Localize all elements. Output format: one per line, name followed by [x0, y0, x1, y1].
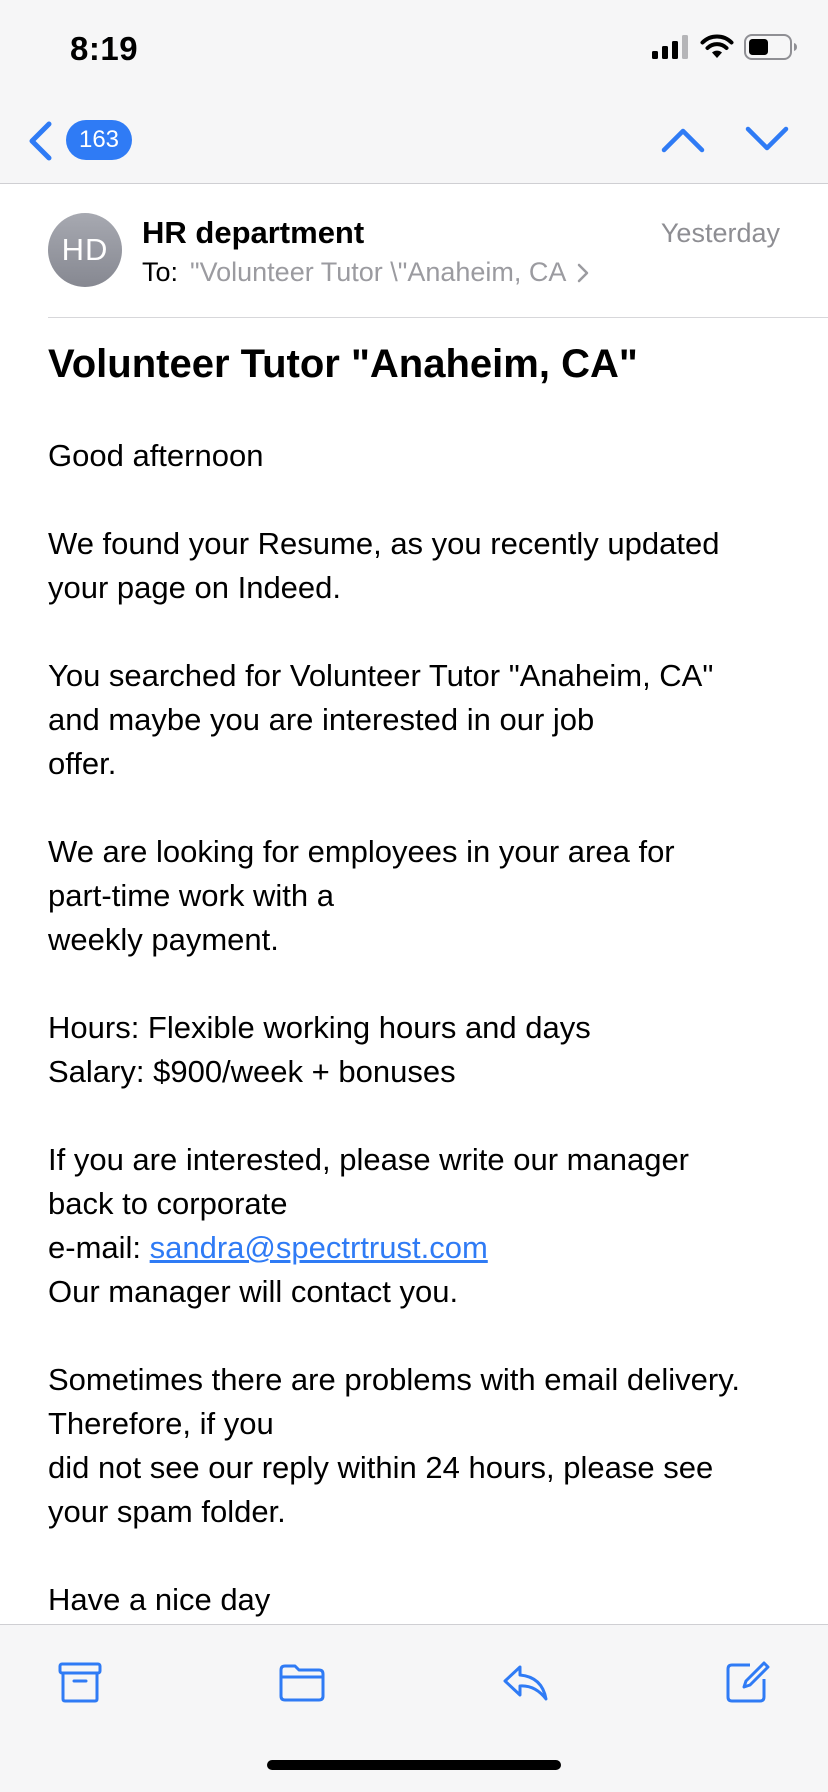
sender-name[interactable]: HR department [142, 215, 365, 250]
text-line: part-time work with a [48, 878, 334, 913]
status-time: 8:19 [70, 30, 139, 67]
text-line: If you are interested, please write our manager [48, 1142, 690, 1177]
paragraph-contact [48, 1138, 788, 1314]
email-line [48, 1226, 788, 1270]
closing: Have a nice day [48, 1582, 271, 1617]
message-body [48, 434, 788, 1666]
text-line: Therefore, if you [48, 1406, 274, 1441]
text-line: Sometimes there are problems with email delivery. [48, 1362, 741, 1397]
text-line: did not see our reply within 24 hours, please see [48, 1450, 714, 1485]
recipient-line[interactable] [142, 257, 590, 288]
greeting: Good afternoon [48, 438, 264, 473]
to-label: To: [142, 257, 179, 287]
paragraph-search [48, 654, 788, 786]
salary-line: Salary: $900/week + bonuses [48, 1054, 456, 1089]
text-line: We are looking for employees in your area for [48, 834, 675, 869]
home-indicator[interactable] [267, 1760, 561, 1770]
email-link[interactable]: sandra@spectrtrust.com [149, 1230, 488, 1265]
text-line: We found your Resume, as you recently updated [48, 526, 720, 561]
paragraph-employees [48, 830, 788, 962]
text-line: weekly payment. [48, 922, 279, 957]
battery-icon [744, 34, 798, 60]
text-line: your spam folder. [48, 1494, 286, 1529]
back-chevron-icon[interactable] [22, 118, 58, 164]
folder-icon[interactable] [278, 1659, 326, 1705]
message-date: Yesterday [660, 218, 780, 248]
down-arrow-icon[interactable] [744, 122, 790, 156]
message-subject: Volunteer Tutor "Anaheim, CA" [48, 342, 638, 386]
text-line: and maybe you are interested in our job [48, 702, 595, 737]
email-prefix: e-mail: [48, 1230, 150, 1265]
text-line: Our manager will contact you. [48, 1274, 459, 1309]
wifi-icon [700, 34, 734, 60]
top-bar [0, 0, 828, 184]
reply-icon[interactable] [502, 1659, 550, 1705]
message-header [0, 185, 828, 317]
header-divider [48, 317, 828, 318]
text-line: back to corporate [48, 1186, 288, 1221]
text-line: You searched for Volunteer Tutor "Anaheim, CA" [48, 658, 714, 693]
paragraph-hours-salary [48, 1006, 788, 1094]
archive-icon[interactable] [56, 1659, 104, 1705]
recipient-value[interactable]: "Volunteer Tutor \"Anaheim, CA [190, 257, 567, 287]
text-line: your page on Indeed. [48, 570, 342, 605]
paragraph-resume [48, 522, 788, 610]
compose-icon[interactable] [724, 1659, 772, 1705]
hours-line: Hours: Flexible working hours and days [48, 1010, 591, 1045]
sender-avatar[interactable]: HD [48, 213, 122, 287]
text-line: offer. [48, 746, 117, 781]
status-icons [652, 34, 798, 60]
unread-count-badge[interactable]: 163 [66, 120, 132, 160]
cellular-signal-icon [652, 35, 690, 59]
chevron-right-icon[interactable] [576, 262, 590, 284]
up-arrow-icon[interactable] [660, 122, 706, 156]
paragraph-delivery [48, 1358, 788, 1534]
